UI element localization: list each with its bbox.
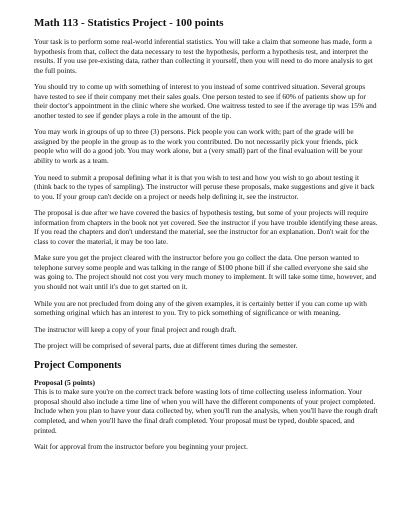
proposal-approval-note: Wait for approval from the instructor before you beginning your project. (34, 442, 248, 452)
proposal-submission-paragraph: You need to submit a proposal defining what it is that you wish to test and how you wish to go about testing it (think back to the types of sampling). The instructor will peruse these proposals, make suggestions and give it back to you. If your group can't decide on a project or needs help defining it, see the instructor. (34, 172, 375, 201)
intro-paragraph: Your task is to perform some real-world inferential statistics. You will take a claim that someone has made, form a hypothesis from that, collect the data necessary to test the hypothesis, perform a hypothesis test, and interpret the results. If you use pre-existing data, rather than collecting it yourself, then you will need to do more analysis to get the full points. (34, 37, 373, 75)
project-parts-paragraph: The project will be comprised of several parts, due at different times during the semester. (34, 341, 298, 351)
originality-paragraph: While you are not precluded from doing any of the given examples, it is certainly better if you can come up with something original which has an interest to you. Try to pick something of significance or with meaning. (34, 298, 367, 318)
proposal-timing-paragraph: The proposal is due after we have covered the basics of hypothesis testing, but some of your projects will require information from chapters in the book not yet covered. See the instructor if you have trouble identifying these areas. If you read the chapters and don't understand the material, see the instructor for an explanation. Don't wait for the class to cover the material, it may be too late. (34, 208, 378, 246)
proposal-heading: Proposal (5 points) (34, 377, 96, 387)
section-heading-project-components: Project Components (34, 359, 122, 371)
topic-examples-paragraph: You should try to come up with something of interest to you instead of some contrived situation. Several groups have tested to see if their company met their sales goals. One person tested to see if 60% of patients show up for their doctor's appointment in the clinic where she worked. One waitress tested to see if the average tip was 15% and another tested to see if gender plays a role in the amount of the tip. (34, 82, 377, 120)
document-title: Math 113 - Statistics Project - 100 points (34, 17, 224, 29)
instructor-copy-paragraph: The instructor will keep a copy of your final project and rough draft. (34, 324, 237, 334)
proposal-body-paragraph: This is to make sure you're on the correct track before wasting lots of time collecting useless information. Your proposal should also include a time line of when you will have the different components of your project completed. Include when you plan to have your data collected by, when you'll run the analysis, when you'll have the rough draft completed, and when you'll have the final draft completed. Your proposal must be typed, double spaced, and printed. (34, 387, 378, 435)
project-clearance-paragraph: Make sure you get the project cleared with the instructor before you go collect the data. One person wanted to telephone survey some people and was talking in the range of $100 phone bill if she called everyone she said she was going to. The project should not cost you very much money to implement. It will take some time, however, and you should not wait until it's due to get started on it. (34, 253, 377, 292)
groups-paragraph: You may work in groups of up to three (3) persons. Pick people you can work with; part of the grade will be assigned by the people in the group as to the work you contributed. Do not necessarily pick your friends, pick people who will do a good job. You may work alone, but a (very small) part of the final evaluation will be your ability to work as a team. (34, 127, 363, 166)
